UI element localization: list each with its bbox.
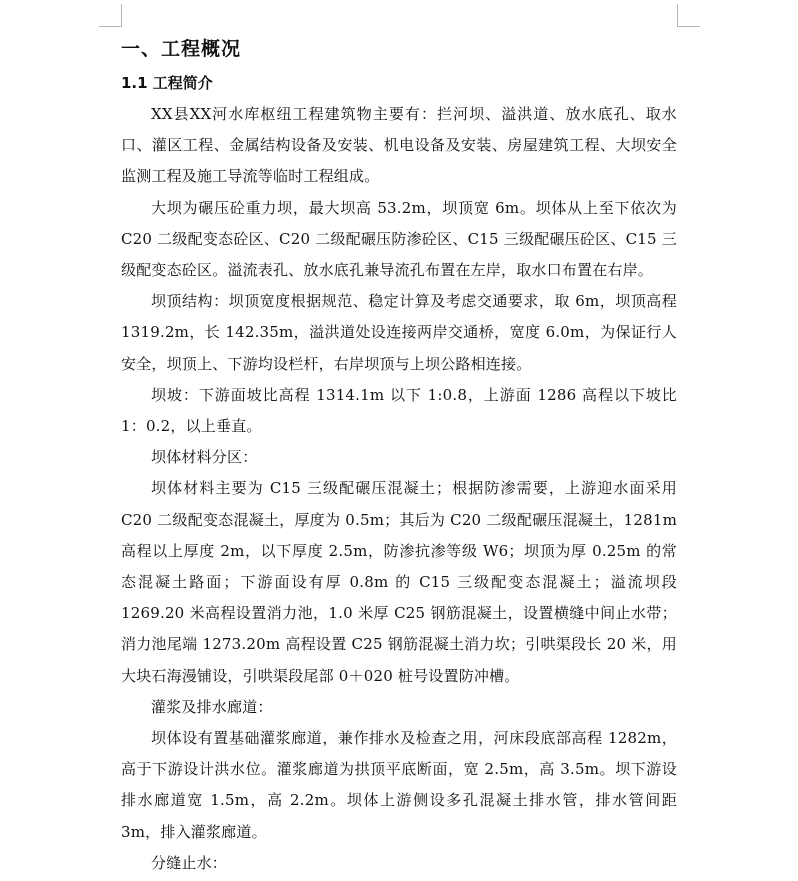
- document-body: [121, 34, 677, 879]
- paragraph-material-zoning: 坝体材料主要为 C15 三级配碾压混凝土；根据防渗需要，上游迎水面采用 C20 二级配变态混凝土，厚度为 0.5m；其后为 C20 二级配碾压混凝土，1281m 高程以上厚度 2m，以下厚度 2.5m，防渗抗渗等级 W6；坝顶为厚 0.25m 的常态混凝土路面；下游面设有厚 0.8m 的 C15 三级配变态混凝土；溢流坝段 1269.20 米高程设置消力池，1.0 米厚 C25 钢筋混凝土，设置横缝中间止水带；消力池尾端 1273.20m 高程设置 C25 钢筋混凝土消力坎；引哄渠段长 20 米，用大块石海漫铺设，引哄渠段尾部 0＋020 桩号设置防冲槽。: [121, 479, 677, 685]
- paragraph-crest-structure: 坝顶结构：坝顶宽度根据规范、稳定计算及考虑交通要求，取 6m，坝顶高程 1319.2m，长 142.35m，溢洪道处设连接两岸交通桥，宽度 6.0m，为保证行人安全，坝顶上、下游均设栏杆，右岸坝顶与上坝公路相连接。: [121, 292, 677, 373]
- paragraph-dam-type: 大坝为碾压砼重力坝，最大坝高 53.2m，坝顶宽 6m。坝体从上至下依次为 C20 二级配变态砼区、C20 二级配碾压防渗砼区、C15 三级配碾压砼区、C15 三级配变态砼区。溢流表孔、放水底孔兼导流孔布置在左岸，取水口布置在右岸。: [121, 198, 677, 280]
- crop-mark-top-right: [677, 4, 700, 27]
- paragraph-material-zoning-title: 坝体材料分区：: [151, 448, 258, 467]
- paragraph-dam-slope: 坝坡：下游面坡比高程 1314.1m 以下 1:0.8，上游面 1286 高程以下坡比 1：0.2，以上垂直。: [121, 385, 677, 436]
- subsection-heading: 1.1 工程简介: [121, 74, 213, 92]
- paragraph-gallery: 坝体设有置基础灌浆廊道，兼作排水及检查之用，河床段底部高程 1282m，高于下游设计洪水位。灌浆廊道为拱顶平底断面，宽 2.5m，高 3.5m。坝下游设排水廊道宽 1.5m，高 2.2m。坝体上游侧设多孔混凝土排水管，排水管间距 3m，排入灌浆廊道。: [121, 729, 677, 841]
- paragraph-gallery-title: 灌浆及排水廊道：: [151, 697, 273, 716]
- paragraph-overview: XX县XX河水库枢纽工程建筑物主要有：拦河坝、溢洪道、放水底孔、取水口、灌区工程、金属结构设备及安装、机电设备及安装、房屋建筑工程、大坝安全监测工程及施工导流等临时工程组成。: [121, 105, 677, 186]
- crop-mark-top-left: [99, 4, 122, 27]
- section-heading: 一、工程概况: [121, 38, 242, 60]
- paragraph-joint-waterstop-title: 分缝止水：: [151, 853, 228, 872]
